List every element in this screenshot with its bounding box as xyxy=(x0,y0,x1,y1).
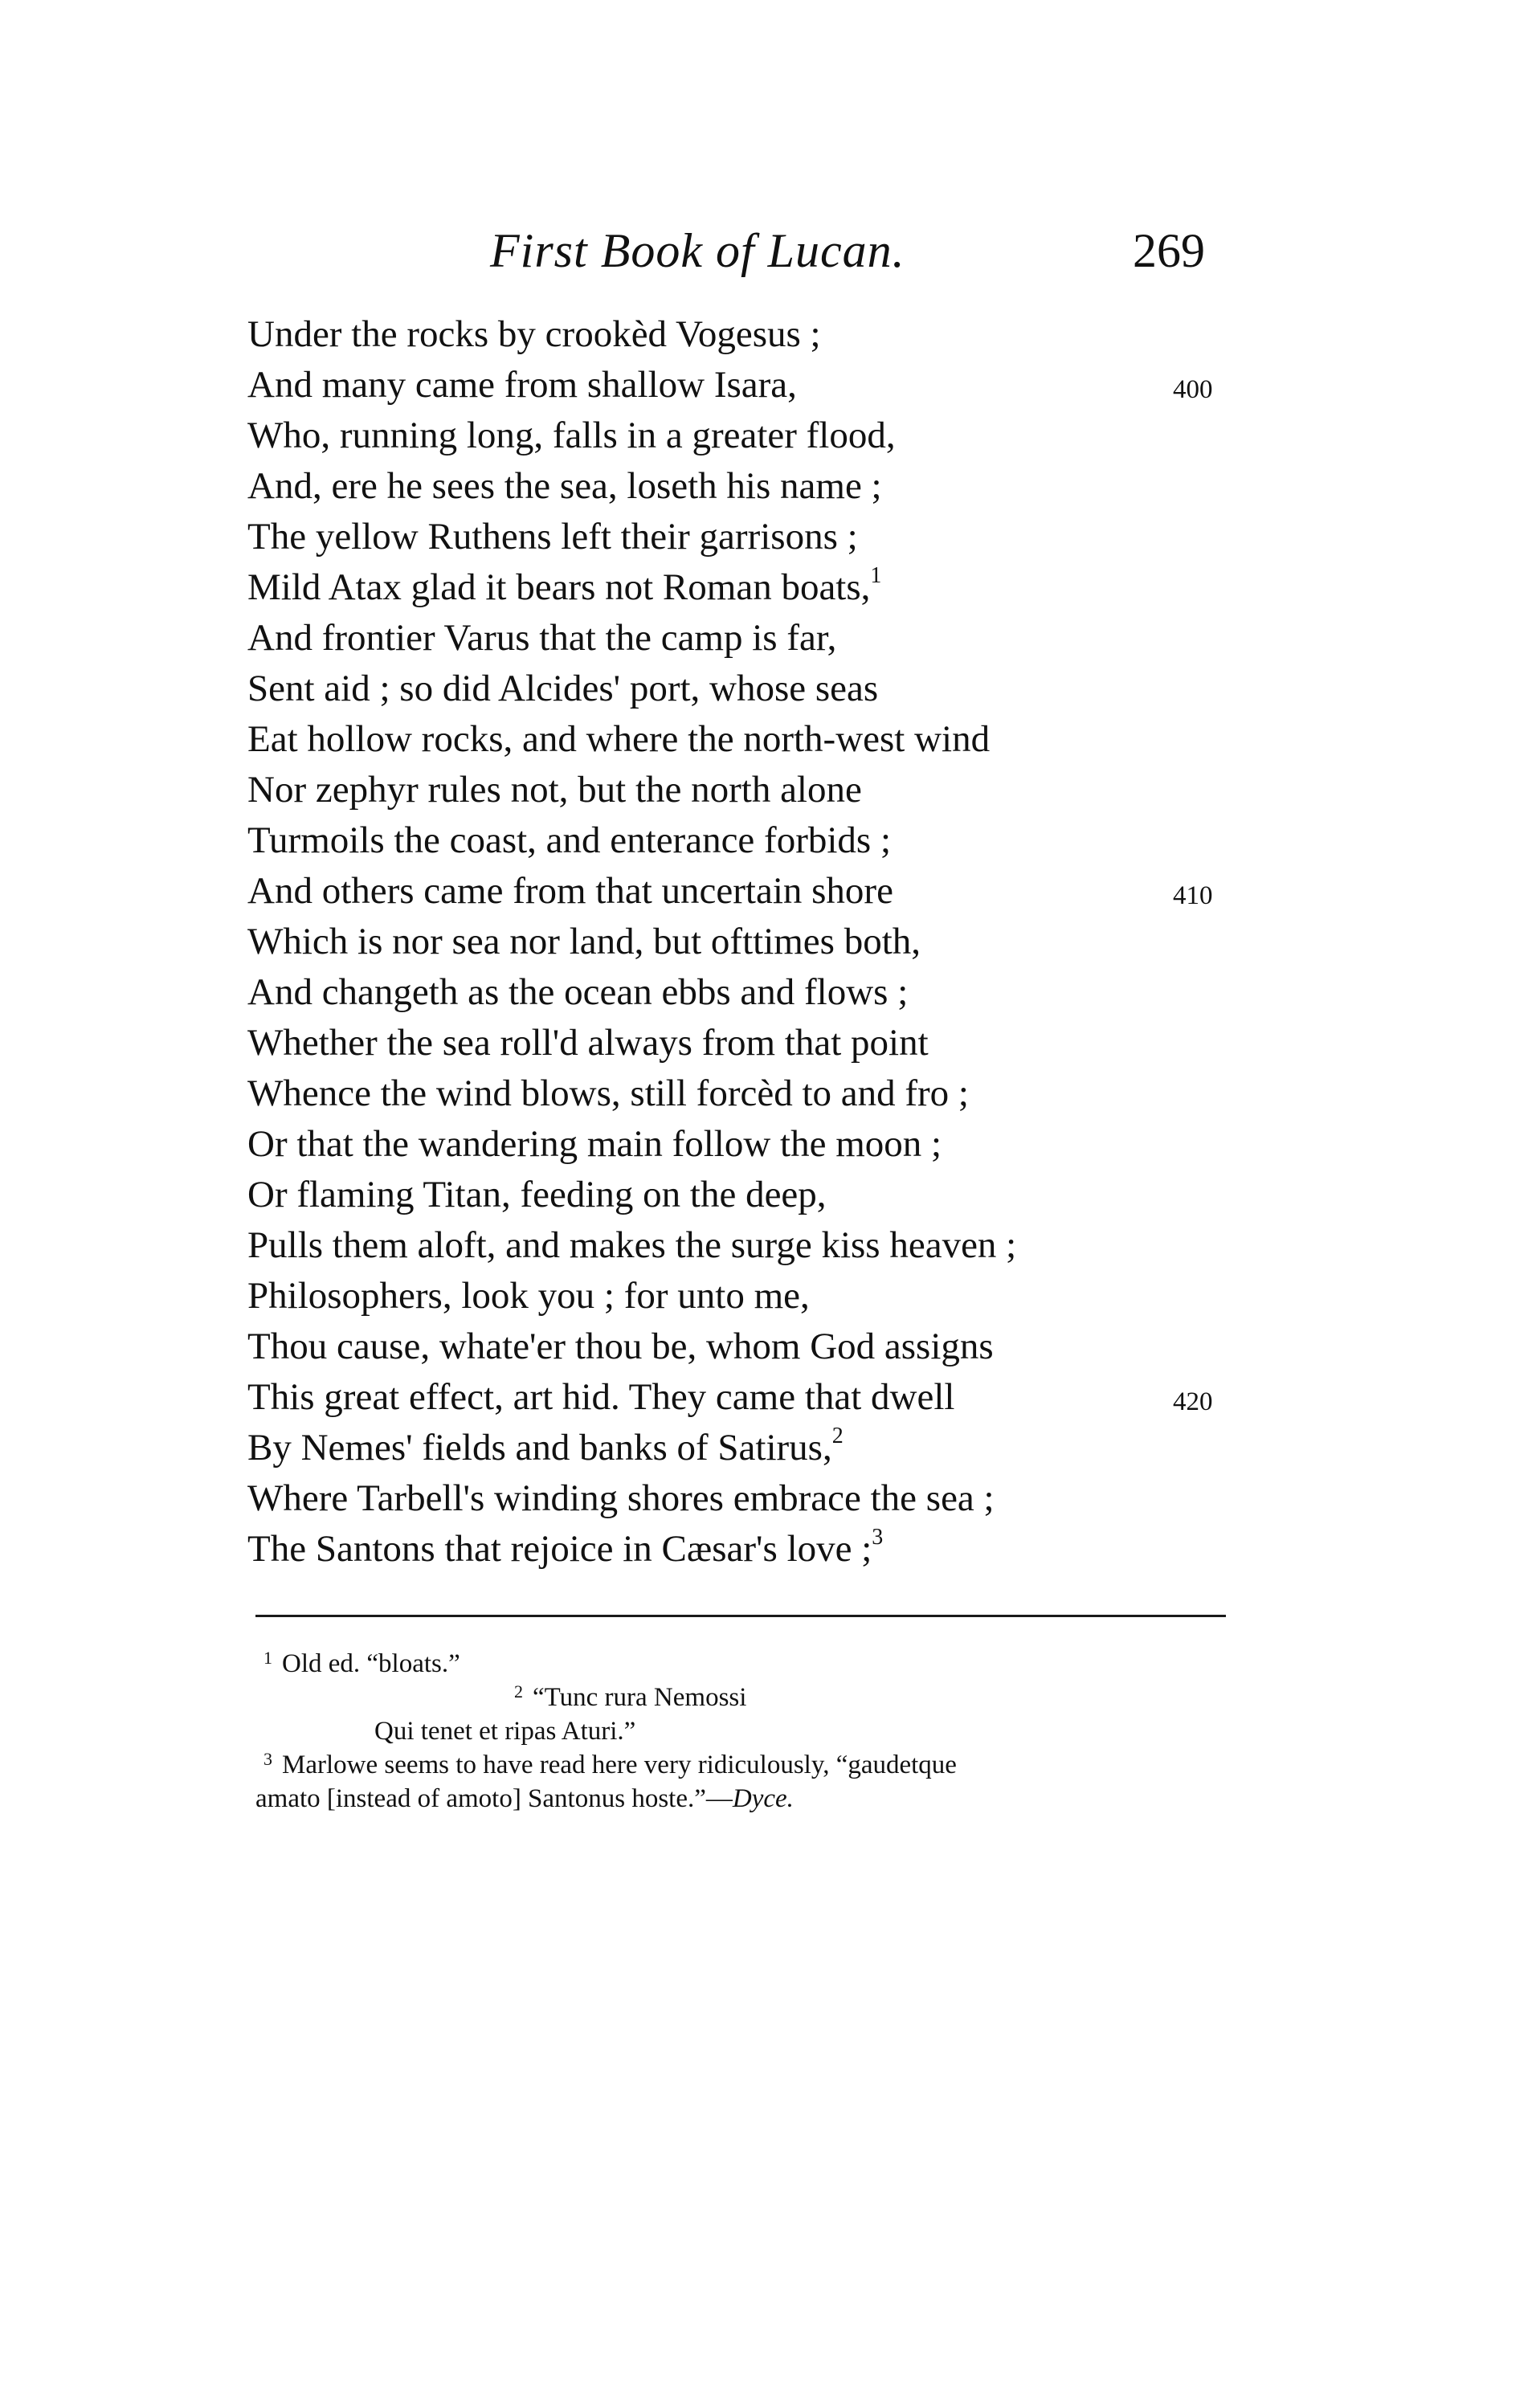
verse-line-text: Where Tarbell's winding shores embrace the sea ; xyxy=(247,1477,995,1519)
verse-line xyxy=(247,1068,1292,1119)
footnote-marker: 3 xyxy=(263,1749,272,1769)
verse-text xyxy=(247,309,1292,1575)
verse-line xyxy=(247,866,1292,917)
verse-line-text: Or that the wandering main follow the moon ; xyxy=(247,1123,942,1165)
verse-line-text: And frontier Varus that the camp is far, xyxy=(247,617,837,659)
footnote-attribution: Dyce. xyxy=(732,1784,794,1813)
footnote-text: amato [instead of amoto] Santonus hoste.”— xyxy=(255,1784,733,1813)
verse-line-text: Who, running long, falls in a greater flood, xyxy=(247,415,896,456)
verse-line xyxy=(247,1170,1292,1220)
verse-line-text: Sent aid ; so did Alcides' port, whose seas xyxy=(247,668,879,709)
line-number: 410 xyxy=(1173,881,1213,910)
line-number: 400 xyxy=(1173,375,1213,404)
verse-line-text: Pulls them aloft, and makes the surge kiss heaven ; xyxy=(247,1224,1017,1266)
running-head xyxy=(0,223,1540,288)
footnote-1 xyxy=(255,1647,1236,1681)
verse-line-text: And others came from that uncertain shore xyxy=(247,870,893,912)
line-number: 420 xyxy=(1173,1387,1213,1416)
verse-line-text: The Santons that rejoice in Cæsar's love ; xyxy=(247,1528,872,1570)
verse-line xyxy=(247,1524,1292,1575)
verse-line xyxy=(247,765,1292,815)
verse-line xyxy=(247,1372,1292,1423)
verse-line-text: Thou cause, whate'er thou be, whom God assigns xyxy=(247,1326,994,1367)
verse-line xyxy=(247,562,1292,613)
footnote-2 xyxy=(255,1681,1236,1714)
verse-line xyxy=(247,1119,1292,1170)
verse-line-text: Turmoils the coast, and enterance forbids ; xyxy=(247,819,891,861)
footnote-reference: 3 xyxy=(872,1525,884,1550)
footnote-text: Old ed. “bloats.” xyxy=(282,1649,460,1678)
verse-line-text: This great effect, art hid. They came that dwell xyxy=(247,1376,955,1418)
verse-line xyxy=(247,1220,1292,1271)
footnote-3-continuation xyxy=(255,1782,1236,1816)
verse-line-text: By Nemes' fields and banks of Satirus, xyxy=(247,1427,832,1469)
footnote-marker: 1 xyxy=(263,1648,272,1668)
verse-line xyxy=(247,714,1292,765)
verse-line-text: And changeth as the ocean ebbs and flows ; xyxy=(247,971,909,1013)
footnotes xyxy=(255,1647,1236,1816)
verse-line-text: And many came from shallow Isara, xyxy=(247,364,797,406)
verse-line-text: Which is nor sea nor land, but ofttimes both, xyxy=(247,921,921,962)
verse-line-text: Eat hollow rocks, and where the north-west wind xyxy=(247,718,991,760)
footnote-text: Qui tenet et ripas Aturi.” xyxy=(374,1717,636,1746)
footnote-divider xyxy=(255,1615,1226,1617)
verse-line xyxy=(247,967,1292,1018)
verse-line-text: Whence the wind blows, still forcèd to and fro ; xyxy=(247,1072,969,1114)
footnote-2-continuation xyxy=(255,1714,1236,1748)
verse-line xyxy=(247,815,1292,866)
verse-line-text: Whether the sea roll'd always from that point xyxy=(247,1022,929,1064)
page-number: 269 xyxy=(1133,224,1205,277)
verse-line xyxy=(247,1271,1292,1322)
footnote-marker: 2 xyxy=(514,1681,523,1701)
verse-line xyxy=(247,512,1292,562)
footnote-3 xyxy=(255,1748,1236,1782)
verse-line xyxy=(247,664,1292,714)
verse-line-text: The yellow Ruthens left their garrisons ; xyxy=(247,516,858,558)
verse-line-text: Or flaming Titan, feeding on the deep, xyxy=(247,1174,827,1215)
verse-line-text: Mild Atax glad it bears not Roman boats, xyxy=(247,566,871,608)
footnote-reference: 1 xyxy=(870,563,882,589)
verse-line xyxy=(247,1473,1292,1524)
verse-line-text: Nor zephyr rules not, but the north alone xyxy=(247,769,862,811)
verse-line-text: Philosophers, look you ; for unto me, xyxy=(247,1275,810,1317)
verse-line-text: And, ere he sees the sea, loseth his name ; xyxy=(247,465,882,507)
verse-line xyxy=(247,309,1292,360)
verse-line xyxy=(247,1322,1292,1372)
verse-line xyxy=(247,360,1292,411)
footnote-reference: 2 xyxy=(831,1424,844,1449)
verse-line xyxy=(247,461,1292,512)
verse-line xyxy=(247,917,1292,967)
verse-line xyxy=(247,1423,1292,1473)
footnote-text: Marlowe seems to have read here very ridiculously, “gaudetque xyxy=(282,1750,957,1779)
running-title: First Book of Lucan. xyxy=(490,224,905,277)
verse-line-text: Under the rocks by crookèd Vogesus ; xyxy=(247,313,821,355)
verse-line xyxy=(247,613,1292,664)
verse-line xyxy=(247,411,1292,461)
footnote-text: “Tunc rura Nemossi xyxy=(533,1683,747,1712)
verse-line xyxy=(247,1018,1292,1068)
